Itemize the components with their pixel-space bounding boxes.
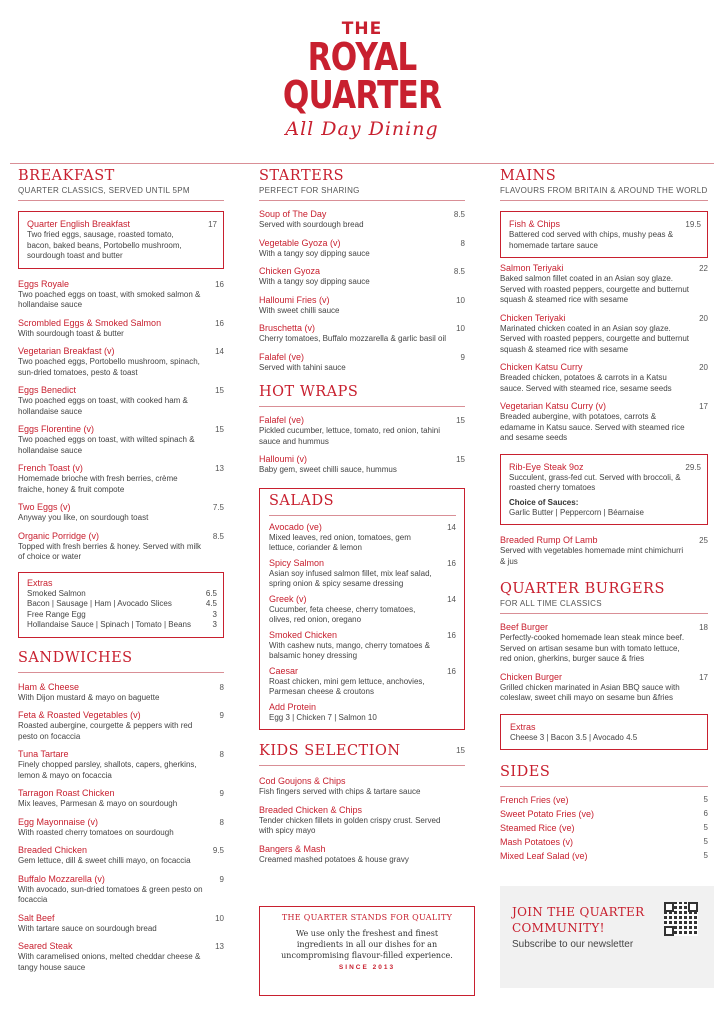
extras-label: Bacon | Sausage | Ham | Avocado Slices [27,599,172,608]
logo-the: THE [341,19,383,39]
item-name: Avocado (ve) [269,521,322,532]
menu-item [259,266,465,288]
mains-section [500,168,708,567]
logo-tagline: All Day Dining [285,118,439,140]
menu-item [18,874,224,906]
extras-row [27,610,217,621]
item-desc: Breaded aubergine, with potatoes, carrots & edamame in Katsu sauce. Served with steamed rice and sesame seeds [500,412,685,442]
item-name: Breaded Chicken & Chips [259,804,363,815]
item-desc: With tartare sauce on sourdough bread [18,923,157,933]
logo-quarter: QUARTER [282,73,442,117]
menu-item [18,346,224,378]
menu-item [500,672,708,704]
item-name: Breaded Chicken [18,845,88,855]
section-subtitle: QUARTER CLASSICS, SERVED UNTIL 5PM [18,186,190,195]
item-name: Buffalo Mozzarella (v) [18,873,105,884]
column-left [18,168,224,973]
menu-item [18,682,224,704]
item-name: Chicken Gyoza [259,266,321,276]
side-item [500,793,708,807]
section-divider [259,765,465,766]
menu-item [259,805,465,837]
item-name: French Toast (v) [18,463,83,473]
item-desc: With cashew nuts, mango, cherry tomatoes & balsamic honey dressing [269,640,430,660]
menu-item [500,535,708,567]
item-price: 22 [699,264,708,273]
item-price: 6 [703,809,708,818]
header-divider [10,163,714,164]
breakfast-list [18,279,224,563]
extras-row [27,620,217,631]
section-divider [500,613,708,614]
menu-item [509,462,701,519]
item-price: 5 [703,851,708,860]
extras-row [27,599,217,610]
menu-item [259,238,465,260]
section-divider [18,672,224,673]
item-name: Caesar [269,665,299,676]
item-name: Halloumi Fries (v) [259,294,330,305]
item-desc: Topped with fresh berries & honey. Served with milk of choice or water [18,541,202,561]
item-name: Cod Goujons & Chips [259,776,346,786]
item-name: Organic Porridge (v) [18,530,100,541]
item-desc: Cucumber, feta cheese, cherry tomatoes, olives, red onion, oregano [269,604,416,624]
item-desc: With avocado, sun-dried tomatoes & green pesto on focaccia [18,884,203,904]
restaurant-logo [0,20,724,140]
item-desc: Mix leaves, Parmesan & mayo on sourdough [18,799,178,808]
section-title: SIDES [500,764,551,780]
item-price: 8 [219,682,224,692]
extras-text [510,733,699,744]
section-divider [500,786,708,787]
side-item [500,835,708,849]
item-price: 15 [456,416,465,425]
item-desc: Fish fingers served with chips & tartare sauce [259,787,421,796]
newsletter-title-line1: JOIN THE QUARTER [512,905,645,919]
menu-item [269,702,456,724]
quality-title: THE QUARTER STANDS FOR QUALITY [281,913,453,922]
sauces-label: Choice of Sauces: [509,497,579,507]
item-price: 10 [456,295,465,305]
item-desc: Served with vegetables homemade mint chimichurri & jus [500,546,684,566]
menu-item [18,279,224,311]
newsletter-subtitle: Subscribe to our newsletter [512,939,634,950]
item-price: 7.5 [212,503,224,512]
item-desc: Tender chicken fillets in golden crispy crust. Served with spicy mayo [259,815,441,835]
mains-list [500,263,708,444]
extras-box [18,572,224,638]
item-name: Chicken Burger [500,671,563,682]
item-name: Egg Mayonnaise (v) [18,816,99,827]
item-price: 8.5 [212,531,224,541]
logo-royal: ROYAL [307,35,417,79]
item-name: Falafel (ve) [259,351,305,362]
item-price: 13 [215,942,224,951]
item-name: Breaded Rump Of Lamb [500,535,598,545]
item-price: 9 [460,352,465,362]
item-price: 17 [699,402,708,411]
item-desc: Two poached eggs on toast, with cooked ham & hollandaise sauce [18,396,188,416]
item-desc: With sweet chilli sauce [259,305,340,315]
menu-item [269,522,456,554]
column-middle [259,168,465,865]
menu-item [18,318,224,340]
menu-item [269,666,456,698]
item-desc: With Dijon mustard & mayo on baguette [18,692,160,702]
menu-item [500,263,708,306]
wraps-section [259,384,465,476]
menu-item [18,710,224,742]
section-divider [259,406,465,407]
item-name: Sweet Potato Fries (ve) [500,809,595,819]
section-title: SALADS [269,492,335,509]
item-desc: Two poached eggs on toast, with smoked salmon & hollandaise sauce [18,289,201,309]
sides-section [500,764,708,863]
item-name: Bangers & Mash [259,843,326,854]
item-price: 10 [456,324,465,333]
item-price: 15 [215,386,224,395]
item-name: Salmon Teriyaki [500,263,564,273]
item-price: 29.5 [685,462,701,472]
item-name: Spicy Salmon [269,557,325,568]
item-name: Mixed Leaf Salad (ve) [500,851,588,861]
menu-item [259,844,465,866]
newsletter-title-line2: COMMUNITY! [512,921,605,935]
extras-row [27,589,217,600]
burgers-section [500,581,708,750]
item-desc: Baby gem, sweet chilli sauce, hummus [259,465,397,474]
section-divider [269,515,456,516]
menu-item [18,941,224,973]
item-price: 16 [447,630,456,640]
item-desc: Served with tahini sauce [259,362,346,372]
item-price: 8 [219,750,224,759]
item-desc: Pickled cucumber, lettuce, tomato, red onion, tahini sauce and hummus [259,426,440,446]
item-name: Two Eggs (v) [18,502,71,512]
menu-item [500,313,708,356]
menu-item [500,362,708,394]
menu-item [269,558,456,590]
section-divider [259,200,465,201]
item-name: Tuna Tartare [18,749,69,759]
item-price: 9 [219,789,224,798]
menu-item [259,295,465,317]
item-desc: Succulent, grass-fed cut. Served with broccoli, & roasted cherry tomatoes [509,472,681,492]
item-name: Chicken Teriyaki [500,312,566,323]
menu-item [269,594,456,626]
extras-list [27,589,217,631]
item-desc: Cherry tomatoes, Buffalo mozzarella & garlic basil oil [259,334,447,343]
item-name: Eggs Benedict [18,385,77,395]
item-name: Tarragon Roast Chicken [18,788,115,798]
section-subtitle: FLAVOURS FROM BRITAIN & AROUND THE WORLD [500,186,708,195]
item-price: 14 [447,594,456,604]
sandwiches-section [18,650,224,974]
item-name: Rib-Eye Steak 9oz [509,461,584,472]
section-title: STARTERS [259,168,345,184]
starter-list [259,209,465,373]
item-name: Vegetarian Katsu Curry (v) [500,401,607,411]
item-name: Salt Beef [18,912,55,923]
item-name: Chicken Katsu Curry [500,362,583,372]
extras-price: 3 [212,620,217,629]
item-desc: Breaded chicken, potatoes & carrots in a Katsu sauce. Served with steamed rice, sesame seeds [500,373,672,393]
section-title: HOT WRAPS [259,384,359,400]
item-price: 15 [456,455,465,464]
item-price: 15 [215,425,224,434]
item-price: 25 [699,536,708,545]
menu-item [18,385,224,417]
item-name: Falafel (ve) [259,415,305,425]
item-name: Quarter English Breakfast [27,219,131,229]
section-title: KIDS SELECTION [259,743,401,759]
side-item [500,849,708,863]
menu-item [269,630,456,662]
item-price: 13 [215,464,224,473]
item-desc: Homemade brioche with fresh berries, crème fraiche, honey & fruit compote [18,474,178,494]
extras-label: Smoked Salmon [27,588,86,598]
item-desc: Served with sourdough bread [259,220,364,229]
kids-list [259,776,465,865]
item-price: 20 [699,313,708,323]
section-title: MAINS [500,168,557,184]
item-name: Eggs Royale [18,278,70,289]
item-price: 16 [215,318,224,328]
menu-item [18,749,224,781]
sandwich-list [18,682,224,974]
item-name: Greek (v) [269,593,307,604]
quality-box [259,906,475,996]
item-desc: With a tangy soy dipping sauce [259,277,370,286]
item-price: 5 [703,795,708,804]
item-name: Vegetarian Breakfast (v) [18,346,115,356]
item-desc: Creamed mashed potatoes & house gravy [259,854,409,864]
menu-item [18,845,224,867]
menu-item [18,463,224,495]
item-price: 18 [699,623,708,632]
item-desc: Perfectly-cooked homemade lean steak mince beef. Served on artisan sesame bun with tomato lettuce, red onion, gherkins, burger sauce & fries [500,633,685,663]
menu-item [18,913,224,935]
item-name: Eggs Florentine (v) [18,424,95,434]
item-price: 16 [447,558,456,568]
menu-item [18,817,224,839]
section-title: QUARTER BURGERS [500,581,665,597]
menu-item [18,502,224,524]
item-name: Soup of The Day [259,209,327,219]
burger-list [500,622,708,704]
item-price: 5 [703,837,708,846]
item-price: 16 [215,279,224,289]
item-desc: Gem lettuce, dill & sweet chilli mayo, on focaccia [18,856,191,865]
item-name: Ham & Cheese [18,681,80,692]
kids-section [259,743,465,865]
extras-price: 4.5 [205,599,217,608]
extras-price: 3 [212,609,217,619]
item-price: 8 [219,817,224,827]
item-name: Halloumi (v) [259,454,308,464]
extras-label: Free Range Egg [27,609,86,619]
menu-item [259,415,465,447]
menu-item [259,352,465,374]
quality-since: SINCE 2013 [338,964,396,971]
menu-item [259,776,465,798]
item-price: 8.5 [453,210,465,219]
item-price: 8 [460,238,465,248]
item-desc: Anyway you like, on sourdough toast [18,513,149,522]
item-price: 9 [219,711,224,720]
menu-item [500,622,708,665]
item-desc: Roasted aubergine, courgette & peppers with red pesto on focaccia [18,721,193,741]
item-price: 17 [699,672,708,682]
item-name: Bruschetta (v) [259,323,316,333]
menu-item [259,209,465,231]
breakfast-section [18,168,224,638]
sauces-list: Garlic Butter | Peppercorn | Béarnaise [509,507,644,517]
menu-item [509,219,701,251]
menu-item [259,454,465,476]
salads-section [259,488,465,731]
column-right [500,168,708,863]
extras-price: 6.5 [205,588,217,598]
qr-finder [688,902,698,912]
extras-title: Extras [27,577,53,588]
item-price: 20 [699,363,708,372]
item-name: French Fries (ve) [500,795,569,805]
menu-item [27,219,217,262]
section-subtitle: PERFECT FOR SHARING [259,186,360,195]
extras-box [500,714,708,751]
item-name: Beef Burger [500,622,549,632]
qr-code-icon[interactable] [664,902,698,936]
item-desc: Baked salmon fillet coated in an Asian soy glaze. Served with roasted peppers, courgette and butternut squash & steamed rice with sesame [500,274,690,304]
newsletter-box[interactable] [500,886,714,988]
item-price: 19.5 [685,220,701,229]
qr-finder [664,926,674,936]
item-price: 14 [215,347,224,356]
section-subtitle: FOR ALL TIME CLASSICS [500,599,602,608]
item-price: 9 [219,874,224,884]
item-desc: Mixed leaves, red onion, tomatoes, gem lettuce, coriander & lemon [269,532,411,552]
salad-list [269,522,456,724]
steak-box [500,454,708,526]
item-name: Fish & Chips [509,219,561,229]
extras-label: Hollandaise Sauce | Spinach | Tomato | Beans [27,620,191,629]
item-price: 16 [447,666,456,676]
item-desc: Egg 3 | Chicken 7 | Salmon 10 [269,712,377,722]
section-title: BREAKFAST [18,168,115,184]
sides-list [500,793,708,863]
side-item [500,821,708,835]
menu-item [18,531,224,563]
side-item [500,807,708,821]
item-name: Vegetable Gyoza (v) [259,237,341,248]
extras-text-value: Cheese 3 | Bacon 3.5 | Avocado 4.5 [510,732,638,742]
featured-box [500,211,708,258]
section-divider [18,200,224,201]
item-desc: With a tangy soy dipping sauce [259,248,370,258]
item-price: 9.5 [212,846,224,855]
menu-item [18,788,224,810]
item-name: Steamed Rice (ve) [500,823,575,833]
item-desc: Finely chopped parsley, shallots, capers, gherkins, lemon & mayo on focaccia [18,760,197,780]
section-title: SANDWICHES [18,649,133,666]
item-price: 14 [447,522,456,532]
item-desc: Roast chicken, mini gem lettuce, anchovies, Parmesan cheese & croutons [269,676,425,696]
item-price: 8.5 [453,267,465,276]
item-desc: Two poached eggs on toast, with wilted spinach & hollandaise sauce [18,435,195,455]
extras-title: Extras [510,721,536,732]
item-price: 10 [215,913,224,923]
item-desc: Two poached eggs, Portobello mushroom, spinach, sun-dried tomatoes, pesto & toast [18,357,200,377]
qr-finder [664,902,674,912]
item-name: Feta & Roasted Vegetables (v) [18,710,141,720]
menu-item [500,401,708,444]
quality-body: We use only the freshest and finest ingredients in all our dishes for an uncompromising flavour-filled experience. [281,929,453,960]
item-desc: Marinated chicken coated in an Asian soy glaze. Served with roasted peppers, courgette and butternut squash & steamed rice with sesame [500,323,690,354]
wrap-list [259,415,465,476]
item-name: Mash Potatoes (v) [500,837,574,847]
item-price: 5 [703,823,708,832]
item-name: Seared Steak [18,941,73,951]
item-desc: Grilled chicken marinated in Asian BBQ sauce with coleslaw, sweet chili mayo on sesame bun &fries [500,682,680,702]
item-desc: With caramelised onions, melted cheddar cheese & tangy house sauce [18,952,201,972]
section-divider [500,200,708,201]
item-desc: Asian soy infused salmon fillet, mix leaf salad, spring onion & spicy sesame dressing [269,568,432,588]
item-price: 17 [208,220,217,229]
item-desc: With sourdough toast & butter [18,328,124,338]
item-desc: Two fried eggs, sausage, roasted tomato, bacon, baked beans, Portobello mushroom, sourdough toast and butter [27,230,182,260]
item-desc: Battered cod served with chips, mushy peas & homemade tartare sauce [509,230,674,250]
starters-section [259,168,465,373]
item-desc: With roasted cherry tomatoes on sourdough [18,827,174,837]
menu-item [259,323,465,345]
item-name: Scrombled Eggs & Smoked Salmon [18,317,162,328]
featured-box [18,211,224,269]
kids-price: 15 [456,746,465,755]
item-name: Smoked Chicken [269,629,338,640]
item-name: Add Protein [269,701,317,712]
menu-item [18,424,224,456]
